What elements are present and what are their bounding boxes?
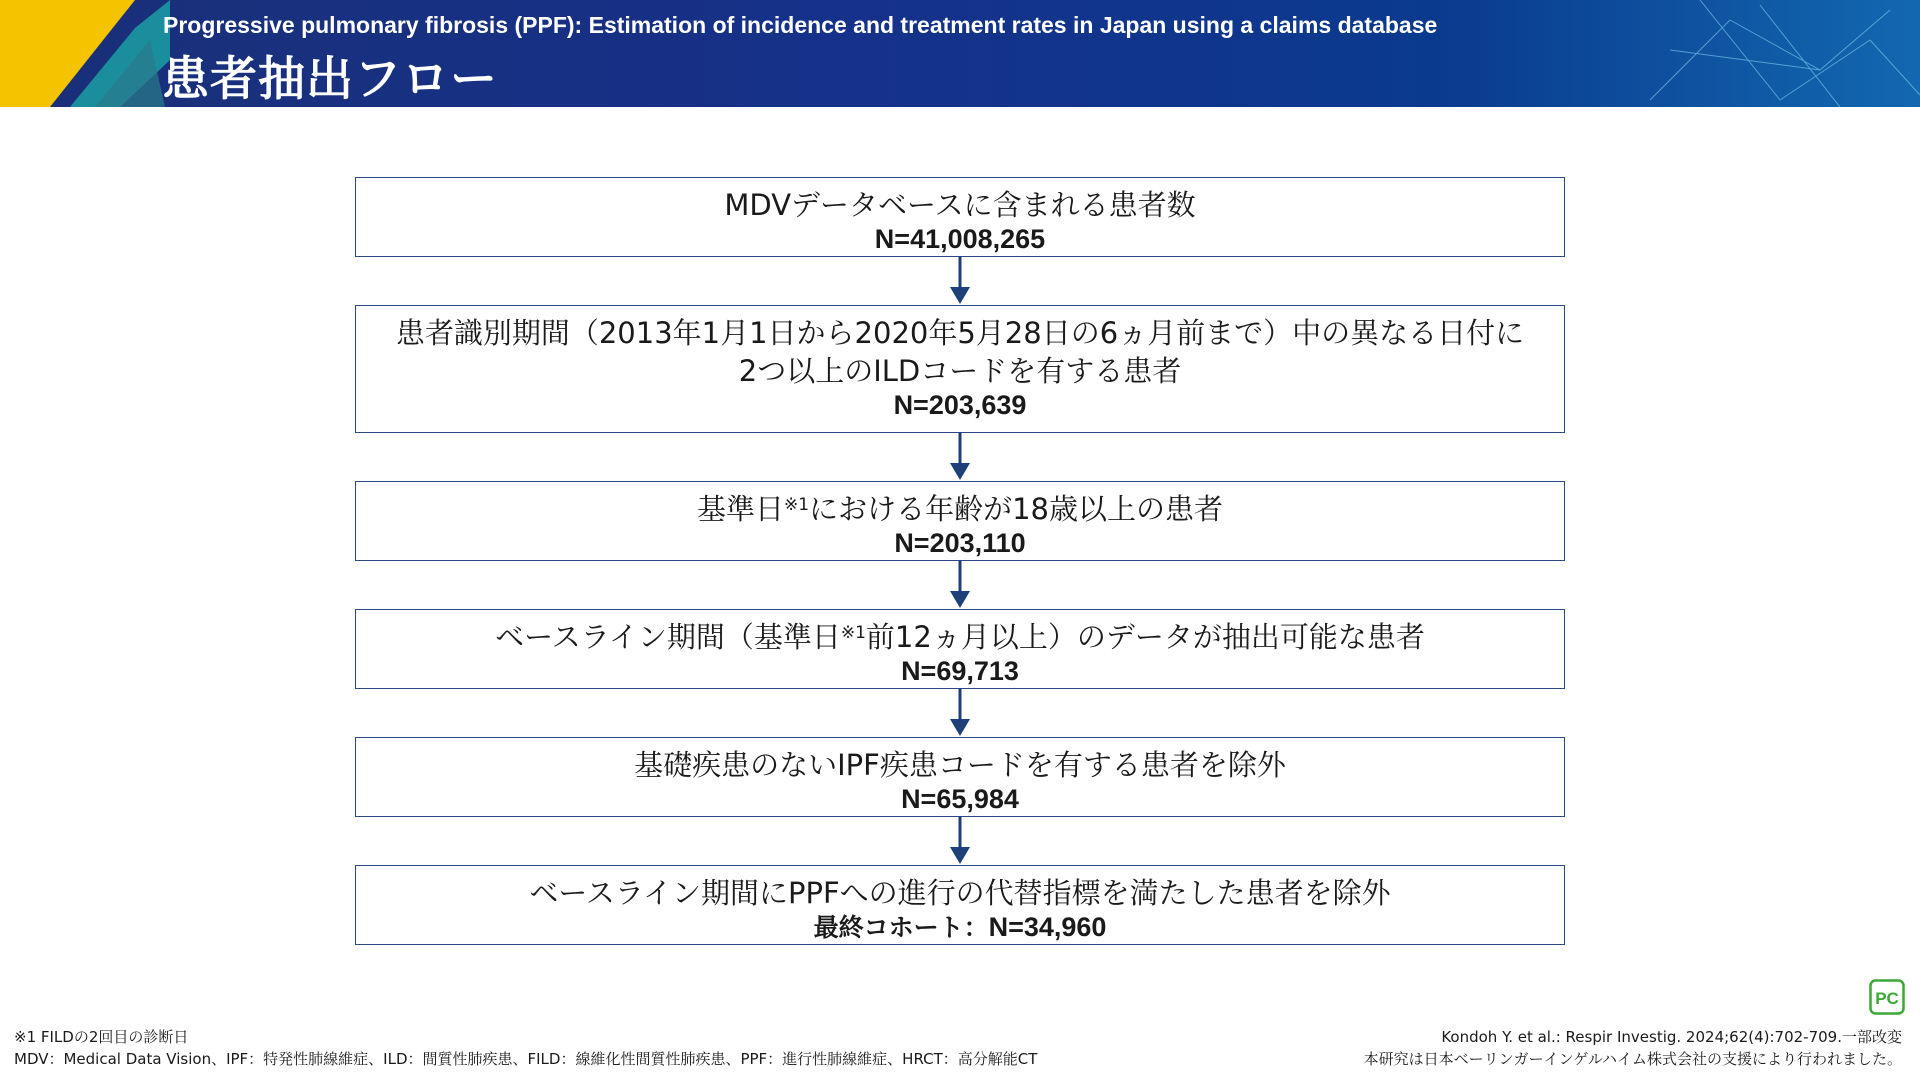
flow-step-2 bbox=[355, 305, 1565, 433]
flow-step-6-text: ベースライン期間にPPFへの進行の代替指標を満たした患者を除外 bbox=[529, 876, 1391, 910]
flow-step-4-count: N=69,713 bbox=[901, 656, 1019, 686]
flow-step-4 bbox=[355, 609, 1565, 689]
arrow-down-icon bbox=[949, 257, 971, 305]
flow-step-5 bbox=[355, 737, 1565, 817]
arrow-down-icon bbox=[949, 817, 971, 865]
footnote-ref: ※1 bbox=[840, 623, 866, 643]
flow-step-3-count: N=203,110 bbox=[894, 528, 1026, 558]
flow-arrow-5 bbox=[355, 817, 1565, 865]
flow-step-2-count: N=203,639 bbox=[893, 390, 1027, 420]
pc-logo-icon bbox=[1869, 979, 1905, 1015]
flow-step-6 bbox=[355, 865, 1565, 945]
flow-step-1-count: N=41,008,265 bbox=[874, 224, 1046, 254]
flow-step-3 bbox=[355, 481, 1565, 561]
svg-text:PC: PC bbox=[1875, 989, 1899, 1008]
flow-step-4-text: ベースライン期間（基準日$^{※1}$前12ヵ月以上）のデータが抽出可能な患者 bbox=[495, 620, 1425, 654]
page-title: 患者抽出フロー bbox=[162, 52, 498, 107]
flow-arrow-3 bbox=[355, 561, 1565, 609]
flow-arrow-1 bbox=[355, 257, 1565, 305]
header-accent-shape bbox=[0, 0, 170, 107]
flow-arrow-4 bbox=[355, 689, 1565, 737]
flow-step-6-count: 最終コホート：N=34,960 bbox=[813, 912, 1107, 942]
support-statement: 本研究は日本ベーリンガーインゲルハイム株式会社の支援により行われました。 bbox=[1363, 1050, 1902, 1068]
arrow-down-icon bbox=[949, 689, 971, 737]
abbreviations-note: MDV：Medical Data Vision、IPF：特発性肺線維症、ILD：間質性肺疾患、FILD：線維化性間質性肺疾患、PPF：進行性肺線維症、HRCT：高分解能CT bbox=[14, 1050, 1038, 1068]
flow-step-1-text: MDVデータベースに含まれる患者数 bbox=[724, 188, 1196, 222]
flow-step-3-text: 基準日$^{※1}$における年齢が18歳以上の患者 bbox=[697, 492, 1223, 526]
flow-step-2-line2: 2つ以上のILDコードを有する患者 bbox=[738, 354, 1182, 388]
flow-step-2-line1: 患者識別期間（2013年1月1日から2020年5月28日の6ヵ月前まで）中の異なる日付に bbox=[395, 316, 1525, 350]
footnote-ref: ※1 bbox=[784, 495, 810, 515]
flow-step-5-count: N=65,984 bbox=[901, 784, 1019, 814]
patient-extraction-flowchart bbox=[355, 177, 1565, 945]
header-network-decoration bbox=[1640, 0, 1920, 107]
flow-arrow-2 bbox=[355, 433, 1565, 481]
header-banner bbox=[0, 0, 1920, 107]
flow-step-1 bbox=[355, 177, 1565, 257]
arrow-down-icon bbox=[949, 433, 971, 481]
presentation-subtitle: Progressive pulmonary fibrosis (PPF): Estimation of incidence and treatment rates in Japan using a claims database bbox=[163, 12, 1438, 38]
citation: Kondoh Y. et al.: Respir Investig. 2024;62(4):702-709.一部改変 bbox=[1441, 1028, 1902, 1046]
arrow-down-icon bbox=[949, 561, 971, 609]
flow-step-5-text: 基礎疾患のないIPF疾患コードを有する患者を除外 bbox=[634, 748, 1286, 782]
footnote-reference-date: ※1 FILDの2回目の診断日 bbox=[14, 1028, 189, 1046]
final-cohort-label: 最終コホート： bbox=[813, 913, 989, 942]
